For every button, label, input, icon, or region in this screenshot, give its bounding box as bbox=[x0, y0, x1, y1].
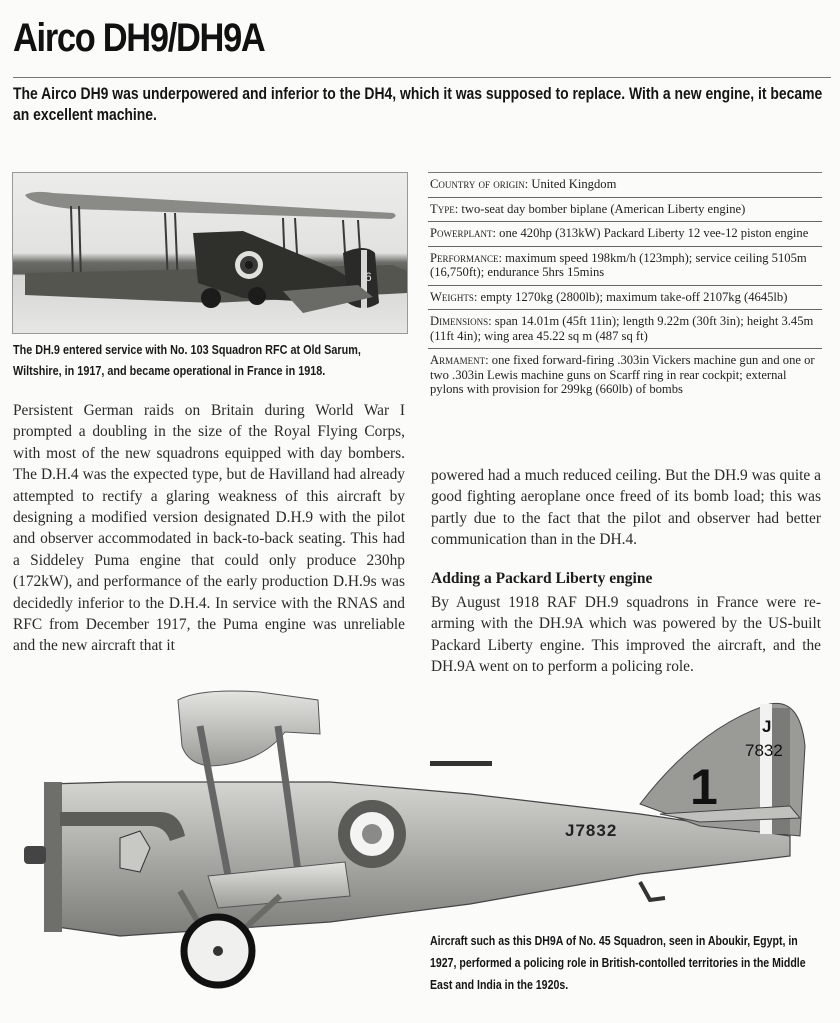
tail-letter: J bbox=[762, 717, 772, 736]
specifications-table bbox=[428, 172, 822, 402]
body-text-right-column: powered had a much reduced ceiling. But the DH.9 was quite a good fighting aeroplane once freed of its bomb load; this was partly due to the fact that the pilot and observer had better communication than in the DH.4. bbox=[431, 467, 821, 549]
spec-value: span 14.01m (45ft 11in); length 9.22m (30ft 3in); height 3.45m (11ft 4in); wing area 45.22 sq m (487 sq ft) bbox=[430, 314, 814, 343]
tail-marking: 6 bbox=[365, 270, 372, 284]
spec-value: one fixed forward-firing .303in Vickers machine gun and one or two .303in Lewis machine guns on Scarff ring in rear cockpit; external pylons with provision for 299kg (660lb) of bombs bbox=[430, 353, 815, 396]
section-subheading: Adding a Packard Liberty engine bbox=[431, 570, 653, 587]
profile-caption: Aircraft such as this DH9A of No. 45 Squadron, seen in Aboukir, Egypt, in 1927, performed a policing role in British-contolled territories in the Middle East and India in the 1920s. bbox=[430, 934, 806, 992]
spec-value: two-seat day bomber biplane (American Liberty engine) bbox=[461, 201, 746, 216]
spec-label: Weights bbox=[430, 289, 474, 304]
lewis-gun bbox=[430, 761, 492, 766]
page-title: Airco DH9/DH9A bbox=[13, 16, 265, 60]
spec-label: Country of origin bbox=[430, 177, 525, 191]
propeller-hub bbox=[24, 846, 46, 864]
photo-caption: The DH.9 entered service with No. 103 Squadron RFC at Old Sarum, Wiltshire, in 1917, and became operational in France in 1918. bbox=[13, 343, 361, 378]
spec-value: empty 1270kg (2800lb); maximum take-off 2107kg (4645lb) bbox=[480, 289, 788, 304]
roundel-center bbox=[245, 261, 253, 269]
title-divider bbox=[13, 77, 831, 78]
upper-wing bbox=[25, 192, 396, 219]
intro-standfirst: The Airco DH9 was underpowered and inferior to the DH4, which it was supposed to replace. With a new engine, it became an excellent machine. bbox=[13, 85, 823, 124]
spec-label: Powerplant bbox=[430, 226, 493, 240]
spec-label: Type bbox=[430, 201, 455, 216]
spec-label: Armament bbox=[430, 353, 486, 367]
fuselage-serial: J7832 bbox=[565, 821, 618, 840]
engine-cowling bbox=[44, 782, 62, 932]
spec-weights: Weights: empty 1270kg (2800lb); maximum take-off 2107kg (4645lb) bbox=[428, 286, 822, 311]
spec-label: Dimensions bbox=[430, 314, 489, 328]
spec-label: Performance bbox=[430, 250, 499, 265]
spec-value: one 420hp (313kW) Packard Liberty 12 vee-12 piston engine bbox=[499, 226, 809, 240]
body-text-right-section: By August 1918 RAF DH.9 squadrons in France were re-arming with the DH.9A which was powered by the US-built Packard Liberty engine. This improved the aircraft, and the DH.9A went on to perform a policing role. bbox=[431, 594, 821, 676]
dh9-photo bbox=[12, 172, 408, 334]
tail-serial: 7832 bbox=[745, 741, 783, 760]
body-text-left-column: Persistent German raids on Britain during World War I prompted a doubling in the size of the Royal Flying Corps, with most of the new squadrons equipped with day bombers. The D.H.4 was the expected type, but de Havilland had already attempted to rectify a glaring weakness of this aircraft by designing a modified version designated D.H.9 with the pilot and observer accommodated in back-to-back seating. This had a Siddeley Puma engine that could only produce 230hp (172kW), and performance of the early production D.H.9s was decidedly inferior to the D.H.4. In service with the RNAS and RFC from December 1917, the Puma engine was unreliable and the new aircraft that it bbox=[13, 402, 405, 655]
tailskid bbox=[640, 882, 665, 900]
spec-dimensions: Dimensions: span 14.01m (45ft 11in); length 9.22m (30ft 3in); height 3.45m (11ft 4in); wing area 45.22 sq m (487 sq ft) bbox=[428, 310, 822, 349]
wheel-left bbox=[201, 288, 221, 308]
wheel-right bbox=[248, 287, 266, 305]
spec-country: Country of origin: United Kingdom bbox=[428, 173, 822, 198]
fin-number: 1 bbox=[690, 759, 718, 815]
spec-value: United Kingdom bbox=[531, 177, 617, 191]
spec-value: maximum speed 198km/h (123mph); service ceiling 5105m (16,750ft); endurance 5hrs 15mins bbox=[430, 250, 807, 279]
roundel-center bbox=[362, 824, 382, 844]
spec-powerplant: Powerplant: one 420hp (313kW) Packard Liberty 12 vee-12 piston engine bbox=[428, 222, 822, 247]
spec-armament: Armament: one fixed forward-firing .303in Vickers machine gun and one or two .303in Lewis machine guns on Scarff ring in rear cockpit; external pylons with provision for 299kg (660lb) of bombs bbox=[430, 353, 815, 396]
wheel-hub bbox=[213, 946, 223, 956]
spec-type: Type: two-seat day bomber biplane (American Liberty engine) bbox=[428, 198, 822, 223]
spec-performance: Performance: maximum speed 198km/h (123mph); service ceiling 5105m (16,750ft); endurance 5hrs 15mins bbox=[428, 247, 822, 286]
dh9-biplane-photo-illustration bbox=[13, 173, 407, 333]
